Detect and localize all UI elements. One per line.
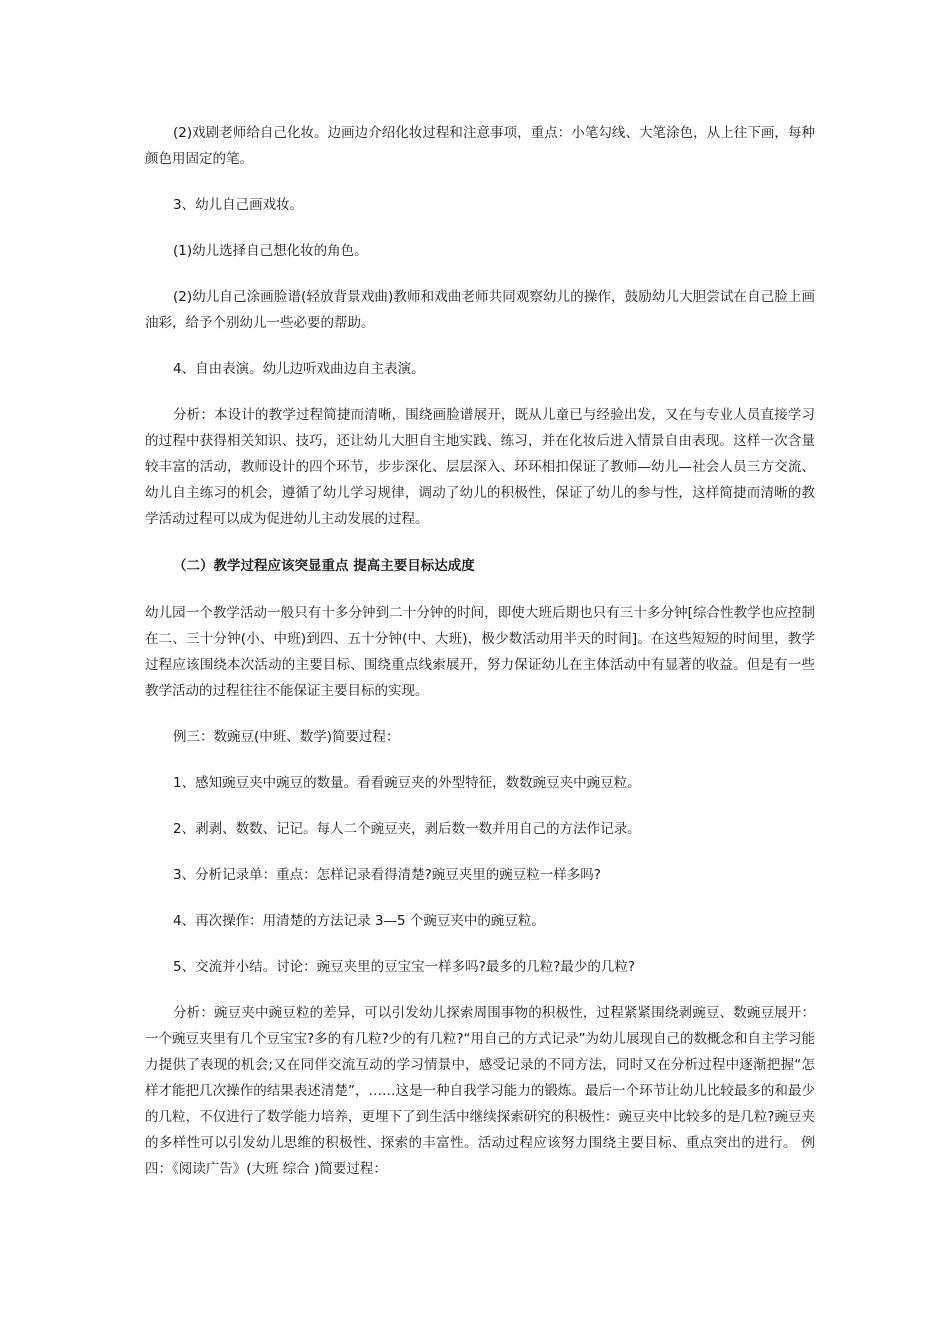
- paragraph-pea-step-2: 2、剥剥、数数、记记。每人二个豌豆夹，剥后数一数并用自己的方法作记录。: [173, 821, 641, 837]
- paragraph-pea-step-5: 5、交流并小结。讨论：豌豆夹里的豆宝宝一样多吗?最多的几粒?最少的几粒?: [173, 959, 636, 975]
- paragraph-step-3-2: (2)幼儿自己涂画脸谱(轻放背景戏曲)教师和戏曲老师共同观察幼儿的操作，鼓励幼儿大胆尝试在自己脸上画油彩，给予个别幼儿一些必要的帮助。: [145, 289, 815, 331]
- paragraph-pea-step-3: 3、分析记录单：重点：怎样记录看得清楚?豌豆夹里的豌豆粒一样多吗?: [173, 867, 601, 883]
- paragraph-example-3: 例三：数豌豆(中班、数学)简要过程：: [173, 729, 400, 745]
- paragraph-step-3-1: (1)幼儿选择自己想化妆的角色。: [173, 243, 368, 259]
- section-heading: （二）教学过程应该突显重点 提高主要目标达成度: [173, 558, 475, 574]
- paragraph-intro: 幼儿园一个教学活动一般只有十多分钟到二十分钟的时间，即使大班后期也只有三十多分钟[综合性教学也应控制在二、三十分钟(小、中班)到四、五十分钟(中、大班)，极少数活动用半天的时间]。在这些短短的时间里，教学过程应该围绕本次活动的主要目标、围绕重点线索展开，努力保证幼儿在主体活动中有显著的收益。但是有一些教学活动的过程往往不能保证主要目标的实现。: [145, 605, 815, 699]
- paragraph-step-4: 4、自由表演。幼儿边听戏曲边自主表演。: [173, 361, 425, 377]
- paragraph-analysis-1: 分析：本设计的教学过程简捷而清晰，围绕画脸谱展开，既从儿童已与经验出发，又在与专业人员直接学习的过程中获得相关知识、技巧，还让幼儿大胆自主地实践、练习，并在化妆后进入情景自由表现。这样一次含量较丰富的活动，教师设计的四个环节，步步深化、层层深入、环环相扣保证了教师—幼儿—社会人员三方交流、幼儿自主练习的机会，遵循了幼儿学习规律，调动了幼儿的积极性，保证了幼儿的参与性，这样简捷而清晰的教学活动过程可以成为促进幼儿主动发展的过程。: [145, 407, 815, 527]
- paragraph-pea-step-1: 1、感知豌豆夹中豌豆的数量。看看豌豆夹的外型特征，数数豌豆夹中豌豆粒。: [173, 775, 641, 791]
- document-page: [145, 120, 815, 1182]
- paragraph-makeup-demo: (2)戏剧老师给自己化妆。边画边介绍化妆过程和注意事项，重点：小笔勾线、大笔涂色，从上往下画，每种颜色用固定的笔。: [145, 125, 815, 167]
- paragraph-analysis-2: 分析：豌豆夹中豌豆粒的差异，可以引发幼儿探索周围事物的积极性，过程紧紧围绕剥豌豆、数豌豆展开：一个豌豆夹里有几个豆宝宝?多的有几粒?少的有几粒?“用自己的方式记录”为幼儿展现自己的数概念和自主学习能力提供了表现的机会;又在同伴交流互动的学习情景中，感受记录的不同方法，同时又在分析过程中逐渐把握“怎样才能把几次操作的结果表述清楚”，……这是一种自我学习能力的锻炼。最后一个环节让幼儿比较最多的和最少的几粒，不仅进行了数学能力培养，更埋下了到生活中继续探索研究的积极性：豌豆夹中比较多的是几粒?豌豆夹的多样性可以引发幼儿思维的积极性、探索的丰富性。活动过程应该努力围绕主要目标、重点突出的进行。 例四：《阅读广告》(大班 综合 )简要过程：: [145, 1005, 815, 1177]
- paragraph-pea-step-4: 4、再次操作：用清楚的方法记录 3—5 个豌豆夹中的豌豆粒。: [173, 913, 545, 929]
- paragraph-step-3: 3、幼儿自己画戏妆。: [173, 197, 304, 213]
